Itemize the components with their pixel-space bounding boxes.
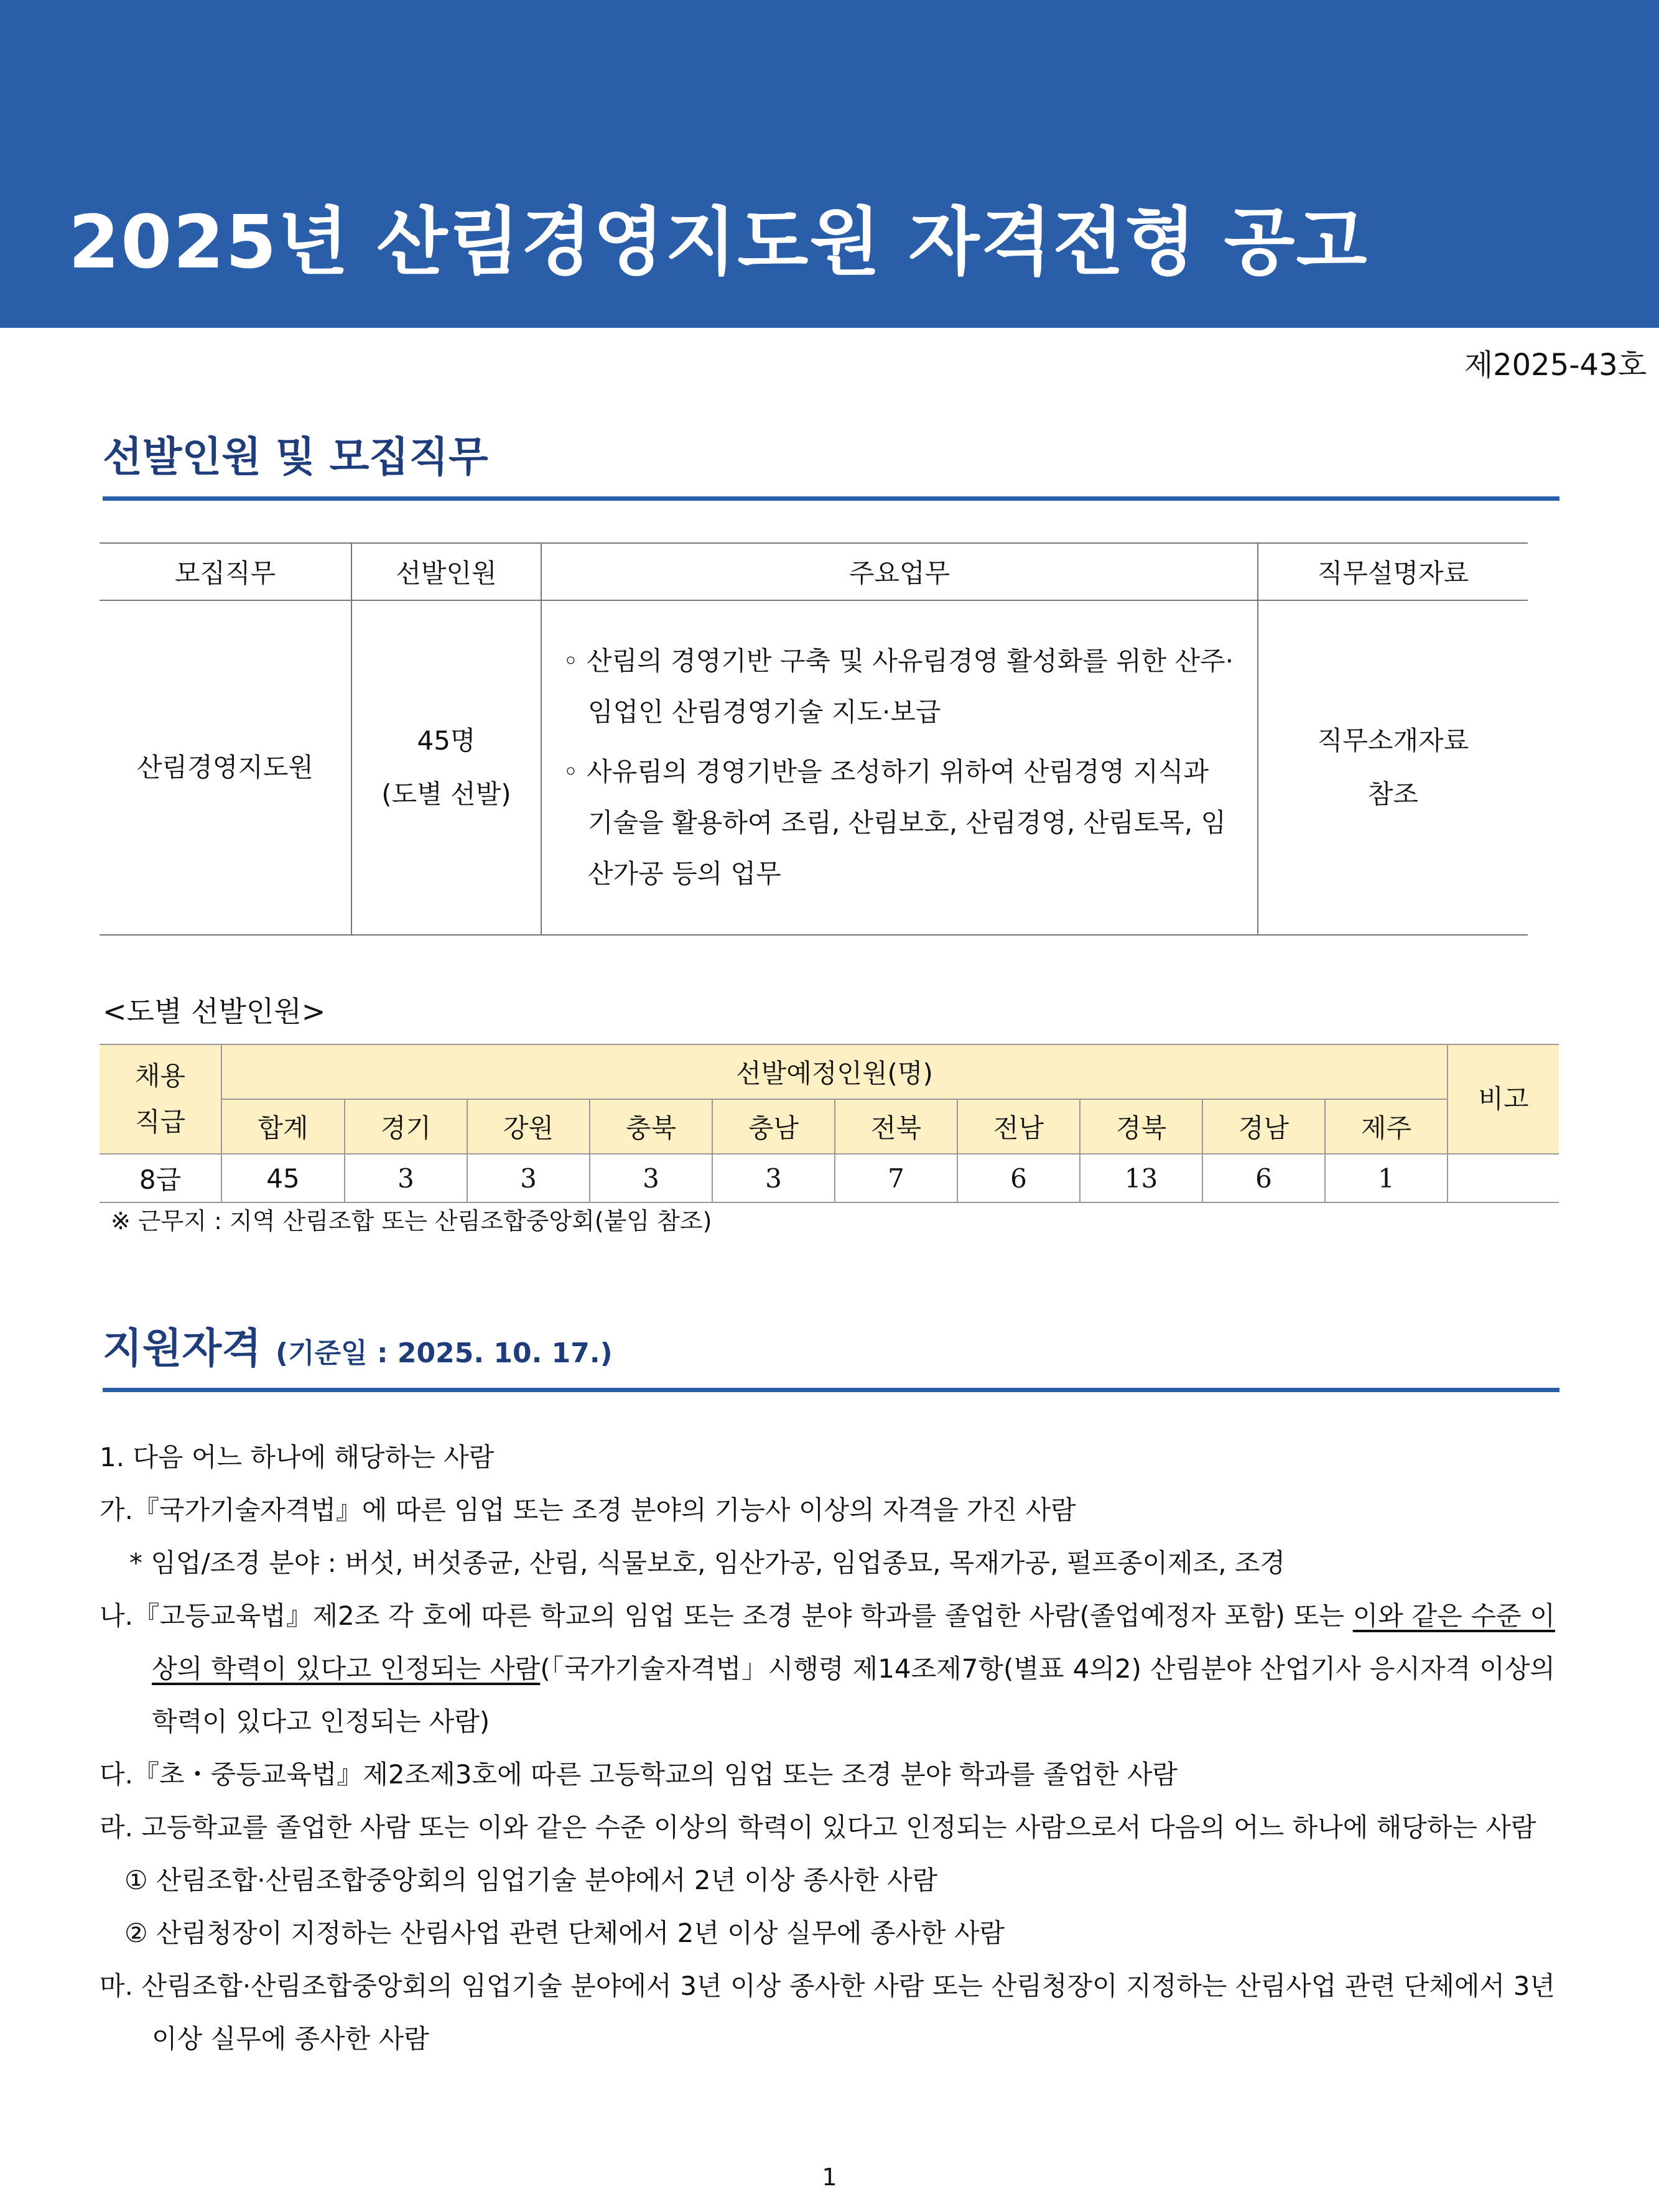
- title-banner: [0, 0, 1659, 328]
- section-header-selection: [103, 433, 1559, 501]
- header-region: 충남: [712, 1099, 835, 1154]
- header-job: 모집직무: [100, 543, 351, 600]
- header-region: 전남: [957, 1099, 1080, 1154]
- header-region: 강원: [467, 1099, 590, 1154]
- cell-grade: 8급: [100, 1154, 221, 1202]
- cell-total: 45: [221, 1154, 345, 1202]
- cell-count: [351, 600, 541, 935]
- cell-region-count: 3: [590, 1154, 712, 1202]
- header-grade: [100, 1044, 221, 1154]
- cell-region-count: 13: [1080, 1154, 1202, 1202]
- section-title-text: 지원자격: [103, 1324, 262, 1372]
- header-region: 제주: [1325, 1099, 1448, 1154]
- notice-number: 제2025-43호: [1464, 348, 1647, 383]
- count-value: 45명: [417, 725, 476, 756]
- page-title: 2025년 산림경영지도원 자격전형 공고: [68, 199, 1369, 285]
- na-text: 나.『고등교육법』제2조 각 호에 따른 학교의 임업 또는 조경 분야 학과를 졸업한 사람(졸업예정자 포함) 또는: [100, 1601, 1353, 1631]
- page-number: 1: [822, 2163, 837, 2191]
- section-title-selection: 선발인원 및 모집직무: [103, 433, 488, 481]
- header-region: 경남: [1202, 1099, 1325, 1154]
- cell-region-count: 3: [467, 1154, 590, 1202]
- qualification-item-ra: 라. 고등학교를 졸업한 사람 또는 이와 같은 수준 이상의 학력이 있다고 인정되는 사람으로서 다음의 어느 하나에 해당하는 사람: [100, 1812, 1536, 1843]
- region-data-row: [100, 1154, 1559, 1202]
- header-region: 경기: [345, 1099, 467, 1154]
- header-region: 합계: [221, 1099, 345, 1154]
- cell-region-count: 7: [835, 1154, 957, 1202]
- section-title-qualification: [103, 1324, 1559, 1372]
- description-line: 참조: [1367, 779, 1419, 809]
- header-region: 경북: [1080, 1099, 1202, 1154]
- qualification-item-ga: 가.『국가기술자격법』에 따른 임업 또는 조경 분야의 기능사 이상의 자격을 가진 사람: [100, 1495, 1076, 1525]
- region-heading: <도별 선발인원>: [103, 995, 326, 1028]
- header-grade-line: 직급: [134, 1107, 186, 1137]
- duty-item: ◦ 산림의 경영기반 구축 및 사유림경영 활성화를 위한 산주·임업인 산림경영기술 지도·보급: [563, 646, 1234, 727]
- job-table-row: [100, 600, 1528, 935]
- qualification-item-ma: 마. 산림조합·산림조합중앙회의 임업기술 분야에서 3년 이상 종사한 사람 또는 산림청장이 지정하는 산림사업 관련 단체에서 3년 이상 실무에 종사한 사람: [100, 1971, 1555, 2054]
- cell-region-count: 6: [957, 1154, 1080, 1202]
- reference-date: (기준일 : 2025. 10. 17.): [276, 1337, 613, 1369]
- cell-region-count: 6: [1202, 1154, 1325, 1202]
- section-divider: [103, 496, 1559, 501]
- cell-remark: [1448, 1154, 1559, 1202]
- na-text-rest: (「국가기술자격법」시행령 제14조제7항(별표 4의2) 산림분야 산업기사 응시자격 이상의 학력이 있다고 인정되는 사람): [152, 1653, 1555, 1737]
- region-column-header-row: [100, 1099, 1559, 1154]
- qualification-item-na: [100, 1589, 1555, 1748]
- header-remark: 비고: [1448, 1044, 1559, 1154]
- region-group-header-row: [100, 1044, 1559, 1099]
- section-header-qualification: [103, 1324, 1559, 1392]
- job-table: [100, 542, 1528, 936]
- region-table: [100, 1044, 1559, 1203]
- cell-duties: [541, 600, 1258, 935]
- qualification-note-ga: * 임업/조경 분야 : 버섯, 버섯종균, 산림, 식물보호, 임산가공, 임업종묘, 목재가공, 펄프종이제조, 조경: [129, 1548, 1286, 1578]
- job-table-header-row: [100, 543, 1528, 600]
- cell-region-count: 3: [345, 1154, 467, 1202]
- header-description: 직무설명자료: [1258, 543, 1528, 600]
- header-duties: 주요업무: [541, 543, 1258, 600]
- cell-region-count: 3: [712, 1154, 835, 1202]
- header-grade-line: 채용: [134, 1061, 186, 1091]
- cell-region-count: 1: [1325, 1154, 1448, 1202]
- section-divider: [103, 1388, 1559, 1392]
- header-planned-count: 선발예정인원(명): [221, 1044, 1448, 1099]
- count-note: (도별 선발): [381, 779, 511, 809]
- cell-description: [1258, 600, 1528, 935]
- qualification-subitem-ra-1: ① 산림조합·산림조합중앙회의 임업기술 분야에서 2년 이상 종사한 사람: [124, 1865, 938, 1895]
- header-region: 충북: [590, 1099, 712, 1154]
- na-underlined-text: 이와 같은 수준 이상의 학력이 있다고 인정되는 사람: [152, 1601, 1555, 1684]
- description-line: 직무소개자료: [1317, 725, 1469, 756]
- header-count: 선발인원: [351, 543, 541, 600]
- cell-job: 산림경영지도원: [100, 600, 351, 935]
- qualification-item-da: 다.『초・중등교육법』제2조제3호에 따른 고등학교의 임업 또는 조경 분야 학과를 졸업한 사람: [100, 1759, 1178, 1790]
- workplace-note: ※ 근무지 : 지역 산림조합 또는 산림조합중앙회(붙임 참조): [111, 1207, 712, 1235]
- header-region: 전북: [835, 1099, 957, 1154]
- duty-item: ◦ 사유림의 경영기반을 조성하기 위하여 산림경영 지식과 기술을 활용하여 조림, 산림보호, 산림경영, 산림토목, 임산가공 등의 업무: [563, 756, 1227, 889]
- qualification-subitem-ra-2: ② 산림청장이 지정하는 산림사업 관련 단체에서 2년 이상 실무에 종사한 사람: [124, 1918, 1005, 1948]
- qualification-intro: 1. 다음 어느 하나에 해당하는 사람: [100, 1442, 495, 1472]
- qualification-list: [100, 1431, 1555, 2065]
